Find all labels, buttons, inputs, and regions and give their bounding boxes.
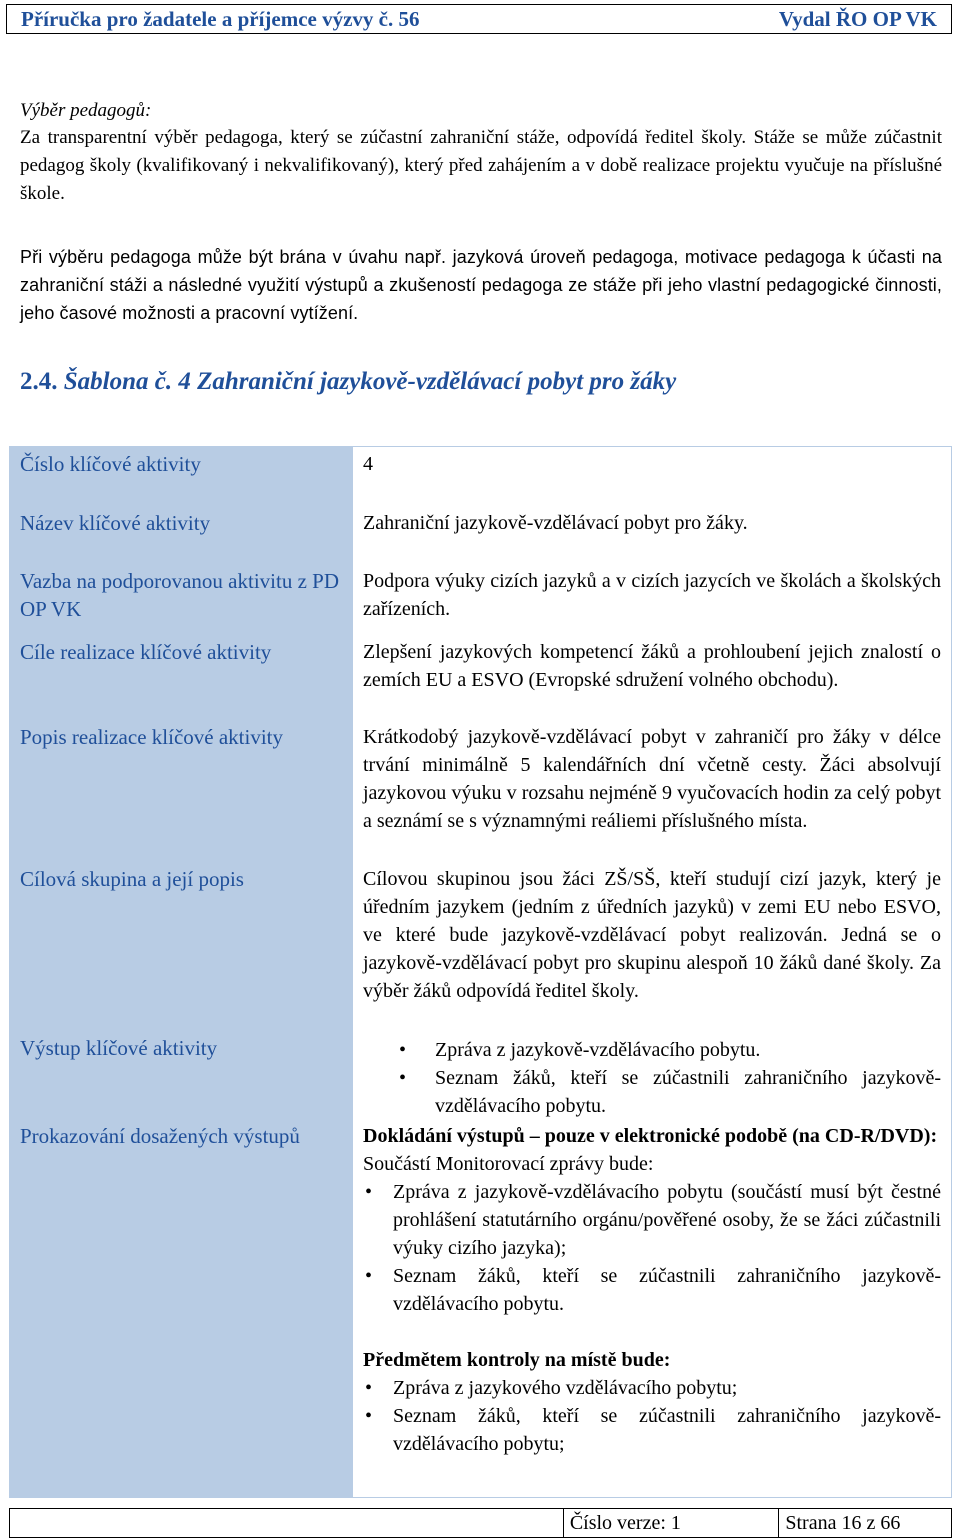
cislo-label: Číslo klíčové aktivity — [20, 452, 201, 476]
vazba-label: Vazba na podporovanou aktivitu z PD OP VK — [20, 569, 340, 621]
soucasti-item: • Zpráva z jazykově-vzdělávacího pobytu (součástí musí být čestné prohlášení statutárního orgánu/pověřené osoby, že se žáci zúčastnili výuky cizího jazyka); — [363, 1178, 941, 1262]
kontrola-item: • Zpráva z jazykového vzdělávacího pobytu; — [363, 1374, 941, 1402]
soucasti-text: Součástí Monitorovací zprávy bude: — [363, 1153, 654, 1175]
prokazovani-value — [363, 1122, 941, 1458]
cile-value: Zlepšení jazykových kompetencí žáků a prohloubení jejich znalostí o zemích EU a ESVO (Evropské sdružení volného obchodu). — [363, 641, 941, 691]
header-title: Příručka pro žadatele a příjemce výzvy č. 56 — [21, 6, 420, 31]
popis-value: Krátkodobý jazykově-vzdělávací pobyt v zahraničí pro žáky v délce trvání minimálně 5 kalendářních dní včetně cesty. Žáci absolvují jazykovou výuku v rozsahu nejméně 9 vyučovacích hodin za celý pobyt a seznámí se s významnými reáliemi příslušného místa. — [363, 726, 941, 832]
intro-heading: Výběr pedagogů: — [20, 100, 152, 121]
page-header — [6, 4, 952, 34]
activity-table — [9, 446, 952, 1498]
nazev-label: Název klíčové aktivity — [20, 511, 211, 535]
intro-paragraph-1: Za transparentní výběr pedagoga, který se zúčastní zahraniční stáže, odpovídá ředitel školy. Stáže se může zúčastnit pedagog školy (kvalifikovaný i nekvalifikovaný), který před zahájením a v době realizace projektu vyučuje na příslušné škole. — [20, 127, 942, 204]
cile-label: Cíle realizace klíčové aktivity — [20, 640, 272, 664]
soucasti-list — [363, 1178, 941, 1318]
vystup-list — [363, 1036, 941, 1120]
intro-section — [20, 98, 942, 208]
header-publisher: Vydal ŘO OP VK — [778, 6, 937, 31]
vystup-item: • Seznam žáků, kteří se zúčastnili zahraničního jazykově-vzdělávacího pobytu. — [363, 1064, 941, 1120]
vystup-item: • Zpráva z jazykově-vzdělávacího pobytu. — [363, 1036, 941, 1064]
vazba-value: Podpora výuky cizích jazyků a v cizích jazycích ve školách a školských zařízeních. — [363, 570, 941, 620]
page-footer — [9, 1508, 952, 1538]
section-number: 2.4. — [20, 368, 58, 395]
kontrola-item: • Seznam žáků, kteří se zúčastnili zahraničního jazykově-vzdělávacího pobytu; — [363, 1402, 941, 1458]
footer-blank — [10, 1509, 563, 1537]
dokladani-heading: Dokládání výstupů – pouze v elektronické podobě (na CD-R/DVD): — [363, 1125, 938, 1147]
popis-label: Popis realizace klíčové aktivity — [20, 725, 283, 749]
section-heading — [20, 368, 676, 396]
cilova-value: Cílovou skupinou jsou žáci ZŠ/SŠ, kteří studují cizí jazyk, který je úředním jazykem (jedním z úředních jazyků) v zemi EU nebo ESVO, ve které bude jazykově-vzdělávací pobyt realizován. Jedná se o jazykově-vzdělávací pobyt pro skupinu alespoň 10 žáků dané školy. Za výběr žáků odpovídá ředitel školy. — [363, 868, 941, 1002]
kontrola-list — [363, 1374, 941, 1458]
cilova-label: Cílová skupina a její popis — [20, 867, 244, 891]
section-title: Šablona č. 4 Zahraniční jazykově-vzdělávací pobyt pro žáky — [63, 368, 677, 395]
soucasti-item: • Seznam žáků, kteří se zúčastnili zahraničního jazykově-vzdělávacího pobytu. — [363, 1262, 941, 1318]
spacer — [363, 1318, 941, 1346]
nazev-value: Zahraniční jazykově-vzdělávací pobyt pro žáky. — [363, 512, 748, 534]
intro-paragraph-2: Při výběru pedagoga může být brána v úvahu např. jazyková úroveň pedagoga, motivace pedagoga k účasti na zahraniční stáži a následné využití výstupů a zkušeností pedagoga ze stáže při jeho vlastní pedagogické činnosti, jeho časové možnosti a pracovní vytížení. — [20, 247, 942, 323]
prokazovani-label: Prokazování dosažených výstupů — [20, 1124, 300, 1148]
vystup-value — [363, 1036, 941, 1120]
footer-page: Strana 16 z 66 — [778, 1509, 951, 1537]
vystup-label: Výstup klíčové aktivity — [20, 1036, 218, 1060]
intro-section-2 — [20, 243, 942, 327]
kontrola-heading: Předmětem kontroly na místě bude: — [363, 1349, 671, 1371]
footer-version: Číslo verze: 1 — [563, 1509, 779, 1537]
cislo-value: 4 — [363, 453, 373, 475]
